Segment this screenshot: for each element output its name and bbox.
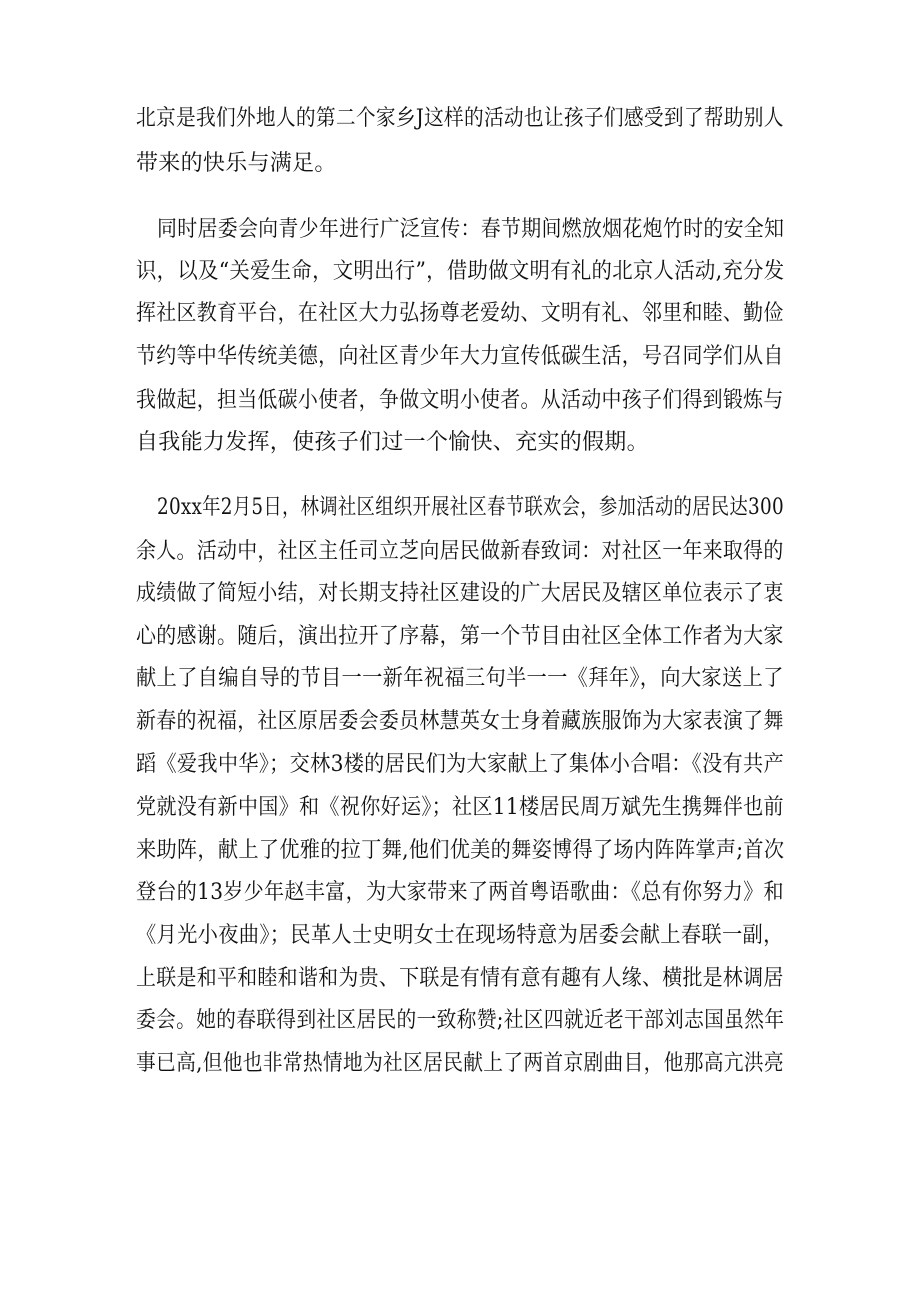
text-line: 心的感谢。随后，演出拉开了序幕，第一个节目由社区全体工作者为大家 [136, 624, 784, 649]
text-line: 挥社区教育平台，在社区大力弘扬尊老爱幼、文明有礼、邻里和睦、勤俭 [136, 301, 784, 326]
text-line: 党就没有新中国》和《祝你好运》；社区11楼居民周万斌先生携舞伴也前 [136, 795, 784, 820]
text-line: 节约等中华传统美德，向社区青少年大力宣传低碳生活，号召同学们从自 [136, 344, 784, 369]
text-line: 委会。她的春联得到社区居民的一致称赞;社区四就近老干部刘志国虽然年 [136, 1008, 785, 1033]
text-line: 登台的13岁少年赵丰富，为大家带来了两首粤语歌曲：《总有你努力》和 [136, 880, 784, 905]
text-line: 自我能力发挥，使孩子们过一个愉快、充实的假期。 [136, 430, 649, 455]
text-line: 献上了自编自导的节目一一新年祝福三句半一一《拜年》，向大家送上了 [136, 666, 784, 691]
text-line: 带来的快乐与满足。 [136, 151, 337, 176]
text-line: 成绩做了简短小结，对长期支持社区建设的广大居民及辖区单位表示了衷 [136, 581, 784, 606]
text-line: 来助阵，献上了优雅的拉丁舞,他们优美的舞姿博得了场内阵阵掌声;首次 [136, 838, 785, 863]
text-line: 同时居委会向青少年进行广泛宣传：春节期间燃放烟花炮竹时的安全知 [157, 217, 785, 242]
text-line: 事已高,但他也非常热情地为社区居民献上了两首京剧曲目，他那高亢洪亮 [136, 1051, 784, 1076]
text-line: 余人。活动中，社区主任司立芝向居民做新春致词：对社区一年来取得的 [136, 539, 784, 564]
text-line: 新春的祝福，社区原居委会委员林慧英女士身着藏族服饰为大家表演了舞 [136, 709, 784, 734]
text-line: 上联是和平和睦和谐和为贵、下联是有情有意有趣有人缘、横批是林调居 [136, 966, 784, 991]
text-line: 北京是我们外地人的第二个家乡J这样的活动也让孩子们感受到了帮助别人 [136, 106, 784, 131]
text-line: 蹈《爱我中华》；交林3楼的居民们为大家献上了集体小合唱：《没有共产 [136, 752, 784, 777]
text-line: 《月光小夜曲》；民革人士史明女士在现场特意为居委会献上春联一副， [136, 923, 784, 948]
text-line: 20xx年2月5日，林调社区组织开展社区春节联欢会，参加活动的居民达300 [157, 495, 784, 520]
text-line: 识，以及“关爱生命，文明出行”，借助做文明有礼的北京人活动,充分发 [136, 259, 785, 284]
text-line: 我做起，担当低碳小使者，争做文明小使者。从活动中孩子们得到锻炼与 [136, 388, 784, 413]
